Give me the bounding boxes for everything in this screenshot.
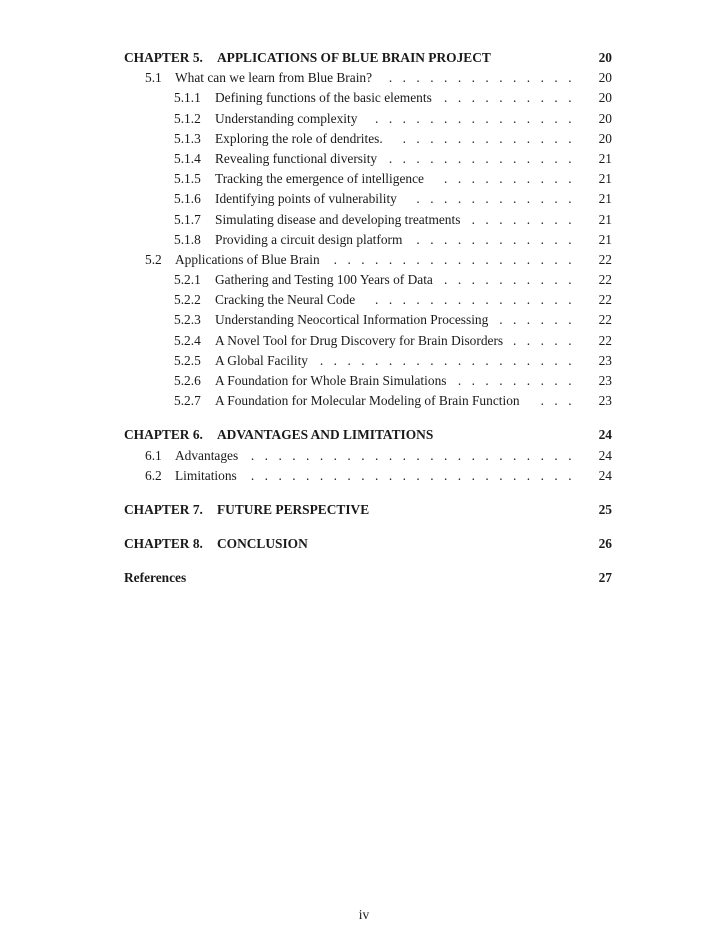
toc-dot-leader: ............ [416, 231, 582, 247]
toc-entry-number: 5.1 [145, 70, 162, 86]
toc-dot-leader: ........................ [250, 467, 582, 483]
toc-subsection-entry[interactable] [124, 189, 612, 209]
toc-entry-title: Applications of Blue Brain [175, 251, 320, 267]
toc-entry-title: Understanding complexity [215, 110, 358, 126]
toc-subsection-entry[interactable] [124, 351, 612, 371]
toc-entry-number: 6.1 [145, 447, 162, 463]
toc-section-entry[interactable] [124, 68, 612, 88]
toc-section-entry[interactable] [124, 466, 612, 486]
toc-entry-number: 5.2.2 [174, 292, 201, 308]
toc-entry-page: 21 [598, 231, 612, 247]
toc-subsection-entry[interactable] [124, 331, 612, 351]
toc-entry-number: 5.1.2 [174, 110, 201, 126]
toc-entry-title: APPLICATIONS OF BLUE BRAIN PROJECT [217, 50, 491, 65]
toc-entry-page: 24 [598, 467, 612, 483]
toc-entry-number: 6.2 [145, 467, 162, 483]
toc-entry-title: Simulating disease and developing treatments [215, 211, 461, 227]
toc-entry-number: 5.1.5 [174, 171, 201, 187]
toc-entry-page: 21 [598, 211, 612, 227]
toc-entry-page: 23 [598, 352, 612, 368]
toc-entry-title: ADVANTAGES AND LIMITATIONS [217, 427, 434, 443]
toc-dot-leader: .............. [388, 70, 582, 86]
toc-dot-leader: ................... [319, 352, 582, 368]
toc-entry-title: Providing a circuit design platform [215, 231, 403, 247]
toc-entry-page: 23 [598, 393, 612, 409]
toc-entry-page: 22 [598, 292, 612, 308]
toc-entry-number: CHAPTER 8. [124, 536, 203, 552]
toc-subsection-entry[interactable] [124, 88, 612, 108]
toc-entry-title: Gathering and Testing 100 Years of Data [215, 272, 433, 288]
toc-entry-title: Tracking the emergence of intelligence [215, 171, 424, 187]
toc-entry-number: 5.1.8 [174, 231, 201, 247]
toc-chapter-entry[interactable] [124, 425, 612, 445]
toc-entry-page: 24 [598, 427, 612, 443]
toc-dot-leader: ...... [499, 312, 582, 328]
toc-entry-page: 26 [598, 536, 612, 552]
toc-entry-page: 21 [598, 191, 612, 207]
toc-entry-page: 27 [598, 570, 612, 586]
toc-entry-page: 20 [598, 130, 612, 146]
page-number: iv [358, 907, 370, 922]
toc-entry-title: A Global Facility [215, 352, 308, 368]
toc-entry-page: 23 [598, 373, 612, 388]
toc-entry-number: References [124, 570, 187, 586]
toc-entry-title: Advantages [175, 447, 239, 463]
toc-entry-title: Cracking the Neural Code [215, 292, 356, 308]
toc-entry-number: CHAPTER 7. [124, 501, 203, 517]
toc-entry-number: CHAPTER 5. [124, 50, 203, 65]
toc-subsection-entry[interactable] [124, 210, 612, 230]
toc-entry-number: 5.1.1 [174, 90, 201, 106]
toc-dot-leader: .................. [333, 251, 582, 267]
toc-entry-title: A Foundation for Molecular Modeling of Brain Function [215, 393, 520, 409]
toc-dot-leader: ......... [457, 373, 582, 388]
toc-dot-leader: ... [540, 393, 582, 409]
toc-entry-title: Understanding Neocortical Information Processing [215, 312, 489, 328]
toc-entry-title: A Novel Tool for Drug Discovery for Brain Disorders [215, 332, 504, 348]
toc-subsection-entry[interactable] [124, 230, 612, 250]
toc-entry-number: 5.2.6 [174, 373, 201, 388]
toc-entry-page: 25 [598, 501, 612, 517]
toc-dot-leader: ............... [375, 110, 582, 126]
toc-dot-leader: ........ [471, 211, 582, 227]
toc-subsection-entry[interactable] [124, 129, 612, 149]
toc-subsection-entry[interactable] [124, 169, 612, 189]
toc-dot-leader: ............ [416, 191, 582, 207]
toc-entry-number: 5.2.1 [174, 272, 201, 288]
toc-entry-page: 24 [598, 447, 612, 463]
toc-entry-title: Exploring the role of dendrites. [215, 130, 383, 146]
toc-entry-number: 5.1.4 [174, 150, 201, 166]
toc-subsection-entry[interactable] [124, 310, 612, 330]
toc-entry-title: What can we learn from Blue Brain? [175, 70, 373, 86]
toc-entry-page: 22 [598, 312, 612, 328]
toc-entry-number: 5.2.4 [174, 332, 201, 348]
toc-chapter-entry[interactable] [124, 568, 612, 588]
toc-entry-page: 21 [598, 150, 612, 166]
toc-entry-page: 22 [598, 332, 612, 348]
toc-entry-number: 5.1.7 [174, 211, 201, 227]
toc-entry-page: 21 [598, 171, 612, 187]
toc-entry-page: 20 [598, 110, 612, 126]
toc-entry-page: 22 [598, 251, 612, 267]
toc-dot-leader: ............. [402, 130, 582, 146]
toc-entry-title: A Foundation for Whole Brain Simulations [215, 373, 447, 388]
toc-entry-title: FUTURE PERSPECTIVE [217, 501, 370, 517]
toc-dot-leader: .......... [444, 90, 582, 106]
toc-subsection-entry[interactable] [124, 371, 612, 391]
toc-entry-page: 20 [598, 90, 612, 106]
toc-subsection-entry[interactable] [124, 109, 612, 129]
toc-entry-number: 5.2.7 [174, 393, 201, 409]
toc-entry-title: Revealing functional diversity [215, 150, 378, 166]
toc-entry-number: 5.1.3 [174, 130, 201, 146]
toc-entry-number: 5.2.5 [174, 352, 201, 368]
toc-entry-number: 5.1.6 [174, 191, 201, 207]
toc-dot-leader: .............. [388, 150, 582, 166]
toc-subsection-entry[interactable] [124, 391, 612, 411]
toc-entry-page: 20 [598, 70, 612, 86]
toc-dot-leader: .......... [444, 272, 582, 288]
toc-section-entry[interactable] [124, 250, 612, 270]
toc-entry-title: Identifying points of vulnerability [215, 191, 397, 207]
toc-dot-leader: ........................ [250, 447, 582, 463]
toc-entry-number: 5.2 [145, 251, 162, 267]
toc-subsection-entry[interactable] [124, 270, 612, 290]
toc-dot-leader: ..... [513, 332, 582, 348]
toc-entry-page: 22 [598, 272, 612, 288]
toc-chapter-entry[interactable] [124, 534, 612, 554]
toc-section-entry[interactable] [124, 446, 612, 466]
toc-entry-title: Defining functions of the basic elements [215, 90, 432, 106]
toc-entry-number: 5.2.3 [174, 312, 201, 328]
table-of-contents [124, 48, 612, 589]
toc-chapter-entry[interactable] [124, 48, 612, 68]
toc-dot-leader: .......... [444, 171, 582, 187]
toc-entry-title: Limitations [175, 467, 237, 483]
toc-chapter-entry[interactable] [124, 500, 612, 520]
toc-entry-page: 20 [598, 50, 612, 65]
toc-entry-title: CONCLUSION [217, 536, 308, 552]
toc-dot-leader: ............... [375, 292, 582, 308]
toc-entry-number: CHAPTER 6. [124, 427, 203, 443]
toc-subsection-entry[interactable] [124, 290, 612, 310]
toc-subsection-entry[interactable] [124, 149, 612, 169]
